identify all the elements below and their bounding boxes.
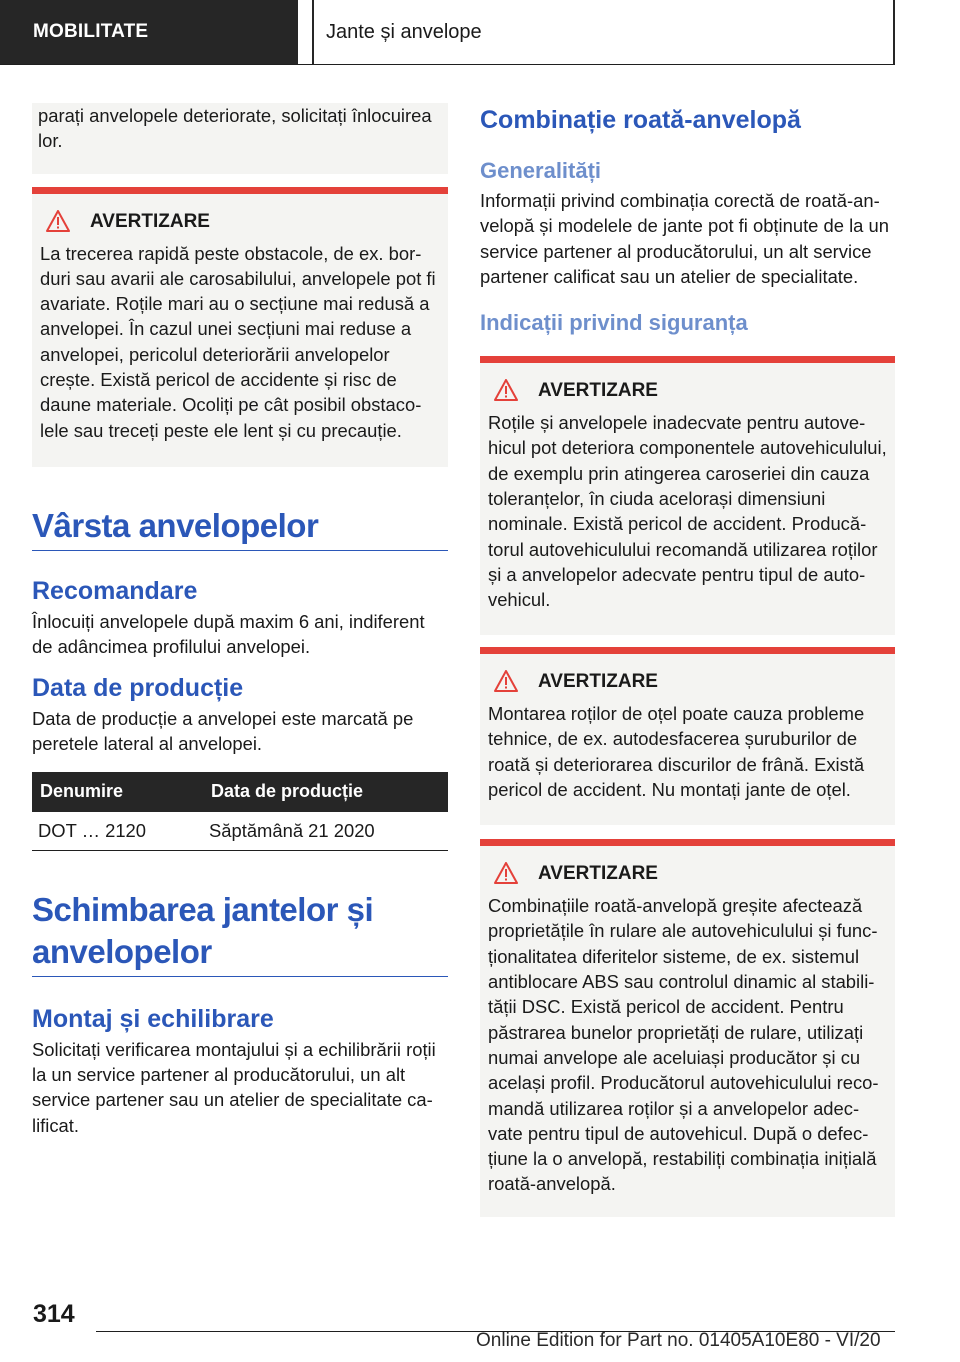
table-header-cell: Data de producție: [203, 772, 448, 812]
chapter-title: Jante și anvelope: [312, 0, 895, 64]
warning-box-unsuitable-wheels: [480, 356, 895, 635]
warning-title: AVERTIZARE: [538, 863, 658, 885]
warning-box-steel-wheels: [480, 647, 895, 825]
general-text: Informații privind combinația corectă de roată-anvelopă și modelele de jante pot fi obținute de la un service partener al producătorului, un alt service partener calificat sau un atelier de specialitate.: [480, 190, 889, 287]
right-column: [480, 103, 895, 1217]
warning-header: [488, 862, 887, 886]
warning-title: AVERTIZARE: [538, 380, 658, 402]
heading-production-date: Data de producție: [32, 674, 244, 703]
heading-safety-notes: Indicații privind siguranța: [480, 310, 748, 336]
warning-header: [488, 670, 887, 694]
warning-header: [40, 210, 440, 234]
warning-triangle-icon: [494, 862, 520, 886]
heading-recommendation: Recomandare: [32, 576, 198, 605]
left-column: [32, 103, 448, 1138]
section-title: MOBILITATE: [0, 0, 298, 64]
table-row: [32, 812, 448, 851]
warning-text: Roțile și anvelopele inadecvate pentru autovehicul pot deteriora componentele autovehiculului, de exemplu prin atingerea caroseriei din cauza toleranțelor, în ciuda acelorași dimensiuni nominale. Există pericol de accident. Producătorul autovehiculului recomandă utilizarea roților și a anvelopelor adecvate pentru tipul de autovehicul.: [488, 412, 887, 611]
warning-box-wrong-combination: [480, 839, 895, 1217]
warning-text: Combinațiile roată-anvelopă greșite afectează proprietățile în rulare ale autovehiculului și funcționalitatea diferitelor sisteme, de ex. sistemul antiblocare ABS sau controlul dinamic al stabilității DSC. Există pericol de accident. Pentru păstrarea bunelor proprietăți de rulare, utilizați numai anvelope ale aceluiași producător și cu același profil. Producătorul autovehiculului recomandă utilizarea roților și a anvelopelor adecvate pentru tipul de autovehicul. După o defecțiune la o anvelopă, restabiliți combinația inițială roată-anvelopă.: [488, 895, 879, 1195]
heading-general: Generalități: [480, 158, 602, 183]
warning-triangle-icon: [46, 210, 72, 234]
recommendation-text: Înlocuiți anvelopele după maxim 6 ani, indiferent de adâncimea profilului anvelopei.: [32, 610, 425, 657]
edition-note: Online Edition for Part no. 01405A10E80 - VI/20: [476, 1330, 881, 1351]
heading-mounting-balancing: Montaj și echilibrare: [32, 1004, 274, 1033]
warning-triangle-icon: [494, 670, 520, 694]
heading-wheel-tire-combination: Combinație roată-anvelopă: [480, 106, 801, 134]
table-header-row: [32, 772, 448, 812]
heading-changing-wheels: Schimbarea jantelor și anvelopelor: [32, 889, 448, 977]
continued-note-text: parați anvelopele deteriorate, solicitați înlocuirea lor.: [38, 105, 432, 152]
warning-text: Montarea roților de oțel poate cauza probleme tehnice, de ex. autodesfacerea șuruburilor de roată și deteriorarea discurilor de frână. Există pericol de accident. Nu montați jante de oțel.: [488, 703, 865, 801]
production-date-text: Data de producție a anvelopei este marcată pe peretele lateral al anvelopei.: [32, 708, 414, 755]
warning-title: AVERTIZARE: [538, 671, 658, 693]
table-cell: Săptămână 21 2020: [203, 812, 448, 851]
heading-tire-age: Vârsta anvelopelor: [32, 505, 448, 551]
page-header: [0, 0, 895, 65]
warning-box-obstacles: [32, 187, 448, 467]
warning-header: [488, 379, 887, 403]
table-header-cell: Denumire: [32, 772, 203, 812]
warning-text: La trecerea rapidă peste obstacole, de ex. borduri sau avarii ale carosabilului, anvelopele pot fi avariate. Roțile mari au o secțiune mai redusă a anvelopei. În cazul unei secțiuni mai reduse a anvelopei, pericolul deteriorării anvelopelor crește. Există pericol de accidente și risc de daune materiale. Ocoliți pe cât posibil obstacolele sau treceți peste ele lent și cu precauție.: [40, 242, 436, 441]
warning-title: AVERTIZARE: [90, 210, 210, 232]
page-number: 314: [33, 1300, 75, 1328]
mounting-balancing-text: Solicitați verificarea montajului și a echilibrării roții la un service partener al producătorului, un alt service partener sau un atelier de specialitate calificat.: [32, 1038, 436, 1136]
warning-triangle-icon: [494, 379, 520, 403]
production-date-table: [32, 772, 448, 851]
continued-note-box: [32, 103, 448, 174]
table-cell: DOT … 2120: [32, 812, 203, 851]
